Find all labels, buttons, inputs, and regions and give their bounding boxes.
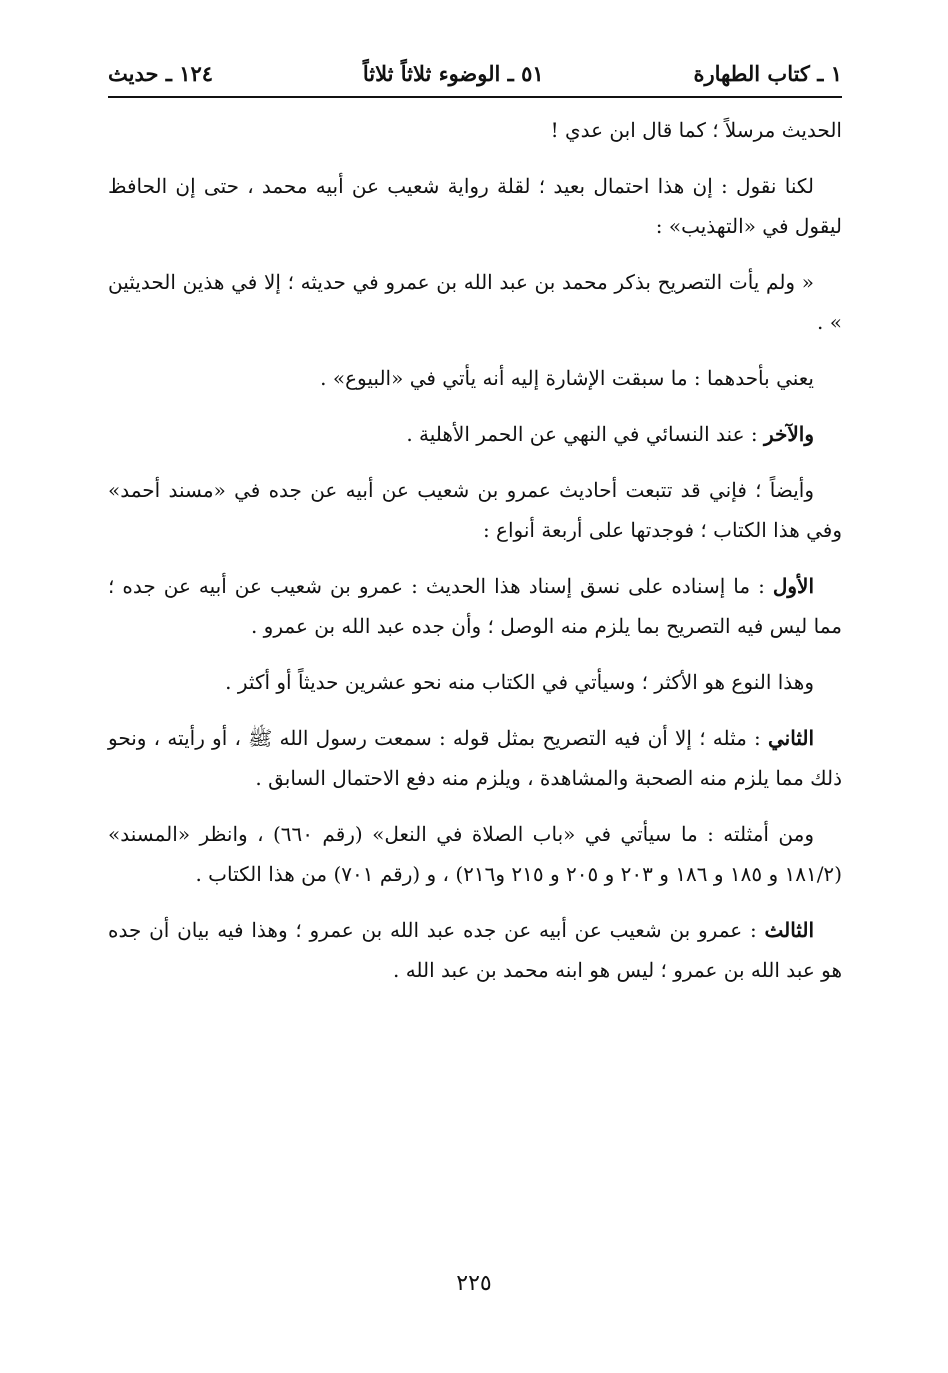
paragraph-text: : عند النسائي في النهي عن الحمر الأهلية . [406,422,764,446]
paragraph-11 [108,910,842,990]
paragraph-3-quote [108,262,842,342]
paragraph-lead: الثاني [767,726,814,750]
paragraph-9 [108,718,842,798]
paragraph-6 [108,470,842,550]
paragraph-4 [108,358,842,398]
paragraph-text: وأيضاً ؛ فإني قد تتبعت أحاديث عمرو بن شعيب عن أبيه عن جده في «مسند أحمد» وفي هذا الكتاب ؛ فوجدتها على أربعة أنواع : [108,478,842,542]
paragraph-7 [108,566,842,646]
paragraph-1 [108,110,842,150]
book-page [108,58,842,990]
paragraph-text: « ولم يأت التصريح بذكر محمد بن عبد الله بن عمرو في حديثه ؛ إلا في هذين الحديثين » . [108,270,842,334]
paragraph-5 [108,414,842,454]
paragraph-text: لكنا نقول : إن هذا احتمال بعيد ؛ لقلة رواية شعيب عن أبيه محمد ، حتى إن الحافظ ليقول في «التهذيب» : [108,174,842,238]
paragraph-text: وهذا النوع هو الأكثر ؛ وسيأتي في الكتاب منه نحو عشرين حديثاً أو أكثر . [225,670,814,694]
paragraph-text: : مثله ؛ إلا أن فيه التصريح بمثل قوله : سمعت رسول الله ﷺ ، أو رأيته ، ونحو ذلك مما يلزم منه الصحبة والمشاهدة ، ويلزم منه دفع الاحتمال السابق . [108,726,842,790]
paragraph-8 [108,662,842,702]
paragraph-2 [108,166,842,246]
page-number: ٢٢٥ [456,1271,492,1296]
paragraph-text: الحديث مرسلاً ؛ كما قال ابن عدي ! [550,118,842,142]
paragraph-10 [108,814,842,894]
paragraph-lead: والآخر [763,422,814,446]
paragraph-lead: الأول [772,574,814,598]
paragraph-text: يعني بأحدهما : ما سبقت الإشارة إليه أنه يأتي في «البيوع» . [320,366,814,390]
header-chapter: ١ ـ كتاب الطهارة [693,61,842,86]
paragraph-text: : ما إسناده على نسق إسناد هذا الحديث : عمرو بن شعيب عن أبيه عن جده ؛ مما ليس فيه التصريح بما يلزم منه الوصل ؛ وأن جده عبد الله بن عمرو . [108,574,842,638]
paragraph-lead: الثالث [764,918,814,942]
header-section: ٥١ ـ الوضوء ثلاثاً ثلاثاً [362,61,544,86]
header-hadith-number: ١٢٤ ـ حديث [108,61,214,86]
paragraph-text: ومن أمثلته : ما سيأتي في «باب الصلاة في النعل» (رقم ٦٦٠) ، وانظر «المسند» (١٨١/٢ و ١٨٥ و ١٨٦ و ٢٠٣ و ٢٠٥ و ٢١٥ و٢١٦) ، و (رقم ٧٠١) من هذا الكتاب . [108,822,842,886]
running-header [108,58,842,98]
page-body [108,110,842,990]
paragraph-text: : عمرو بن شعيب عن أبيه عن جده عبد الله بن عمرو ؛ وهذا فيه بيان أن جده هو عبد الله بن عمرو ؛ ليس هو ابنه محمد بن عبد الله . [108,918,842,982]
